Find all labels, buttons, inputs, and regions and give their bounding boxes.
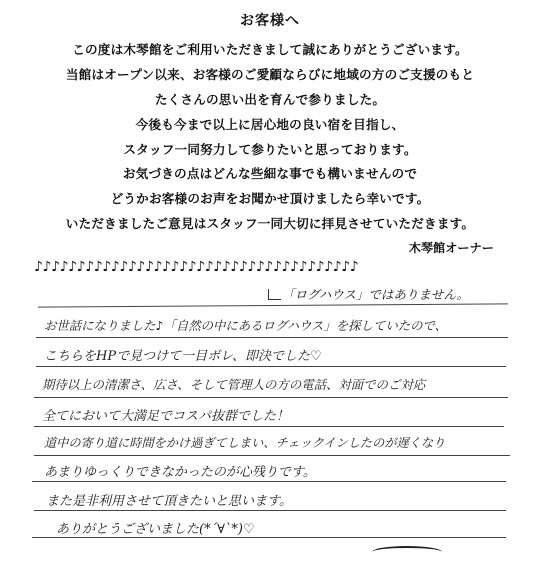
ruled-line [34,510,506,511]
arrow-mark-icon [268,289,281,300]
letter-line: お気づきの点はどんな些細な事でも構いませんので [122,166,418,181]
reply-line: また是非利用させて頂きたいと思います。 [46,494,292,509]
pen-scribble [372,546,442,558]
letter-line: たくさんの思い出を育んで参りました。 [154,92,386,107]
letter-title: お客様へ [240,13,300,29]
letter-line: 当館はオープン以来、お客様のご愛顧ならびに地域の方のご支援のもと [65,67,475,82]
letter-line: 今後も今まで以上に居心地の良い宿を目指し、 [135,117,405,132]
reply-line: 期待以上の清潔さ、広さ、そして管理人の方の電話、対面でのご対応 [42,377,426,392]
letter-line: この度は木琴館をご利用いただきまして誠にありがとうございます。 [72,42,468,57]
letter-signature: 木琴館オーナー [408,241,494,255]
ruled-line [36,337,508,338]
ruled-line [32,481,506,482]
reply-line: 全てにおいて大満足でコスパ抜群でした！ [42,409,290,424]
ruled-line [34,397,508,398]
ruled-line [36,366,506,367]
reply-line: こちらをHPで見つけて一目ボレ、即決でした♡ [44,349,322,364]
reply-line: あまりゆっくりできなかったのが心残りです。 [44,465,316,480]
ruled-line [32,537,506,538]
letter-line: スタッフ一同努力して参りたいと思っております。 [123,142,417,157]
letter-line: いただきましたご意見はスタッフ一同大切に拝見させていただきます。 [65,216,475,231]
ruled-line [34,455,510,456]
music-note-divider: ♪♪♪♪♪♪♪♪♪♪♪♪♪♪♪♪♪♪♪♪♪♪♪♪♪♪♪♪♪♪♪♪♪♪♪♪♪♪ [34,259,359,275]
reply-line: お世話になりました♪「自然の中にあるログハウス」を探していたので、 [44,318,448,333]
ruled-line [34,426,504,427]
reply-line: 道中の寄り道に時間をかけ過ぎてしまい、チェックインしたのが遅くなり [44,436,446,450]
reply-side-note: 「ログハウス」ではありません。 [282,287,470,302]
letter-line: どうかお客様のお声をお聞かせ頂けましたら幸いです。 [110,191,430,206]
reply-line: ありがとうございました(*´∀`*)♡ [56,522,255,537]
ruled-line [38,303,508,307]
